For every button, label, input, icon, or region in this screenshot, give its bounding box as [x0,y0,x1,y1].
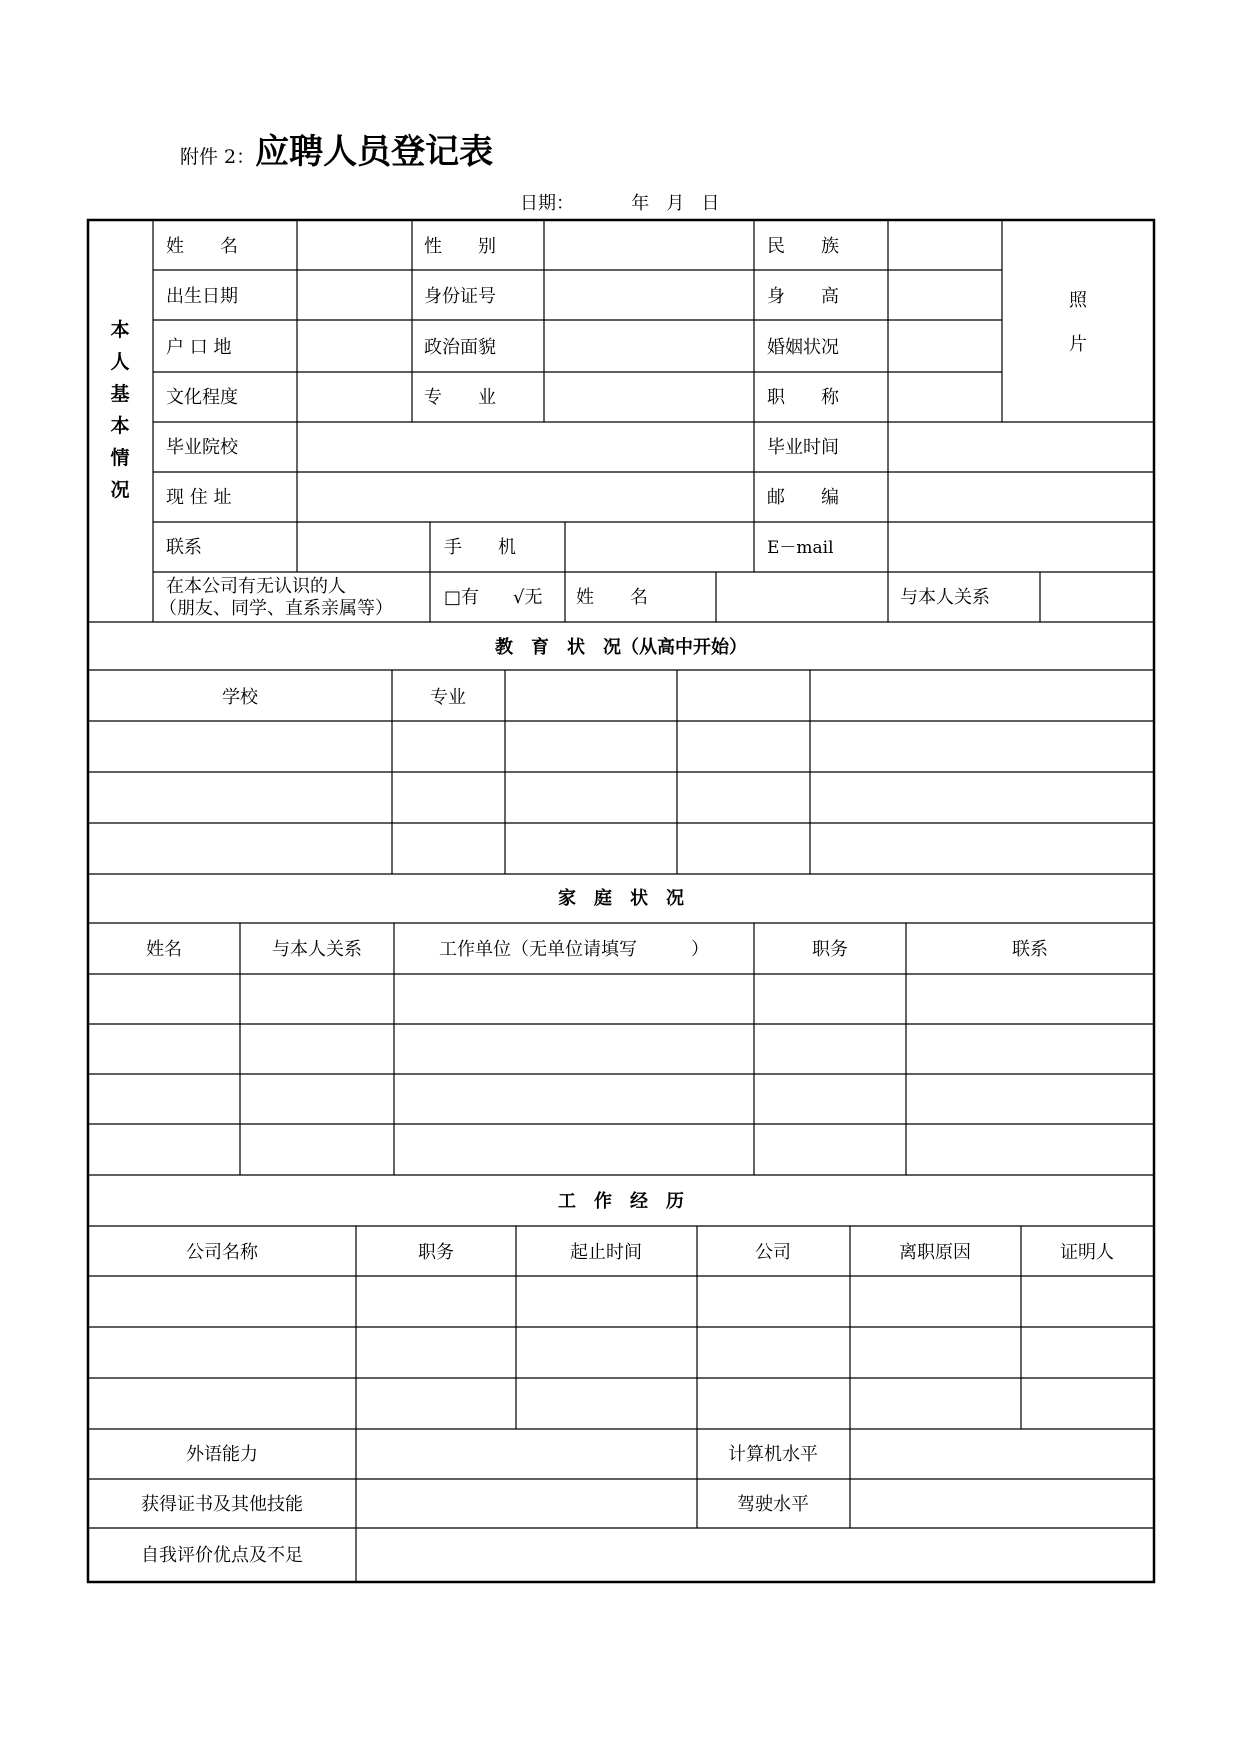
label-acq-relation: 与本人关系 [900,587,990,608]
label-political: 政治面貌 [424,337,496,358]
form-labels [109,236,1114,1566]
label-acquaint-line1: 在本公司有无认识的人 [166,576,346,597]
label-school: 毕业院校 [166,437,238,458]
label-language: 外语能力 [186,1444,258,1465]
form-title: 应聘人员登记表 [255,132,494,172]
edu-header-major: 专业 [430,687,466,708]
label-self-eval: 自我评价优点及不足 [141,1545,303,1566]
label-driving: 驾驶水平 [737,1494,809,1515]
work-header-company-2: 公司 [755,1242,791,1263]
label-contact: 联系 [166,537,202,558]
vlabel-char: 人 [110,351,130,373]
work-header-reference: 证明人 [1060,1242,1114,1263]
label-postcode: 邮 编 [767,487,839,508]
edu-header-school: 学校 [222,687,258,708]
education-section-title: 教 育 状 况（从高中开始） [495,637,747,658]
label-acquaint-line2: （朋友、同学、直系亲属等） [159,598,393,619]
label-education-level: 文化程度 [166,387,238,408]
label-job-title: 职 称 [767,387,839,408]
label-id-number: 身份证号 [424,286,496,307]
vlabel-char: 情 [110,447,130,469]
family-header-position: 职务 [812,939,848,960]
work-header-leave-reason: 离职原因 [899,1242,971,1263]
label-hukou: 户 口 地 [166,337,232,358]
family-section-title: 家 庭 状 况 [558,888,684,909]
work-header-position: 职务 [418,1242,454,1263]
family-header-contact: 联系 [1012,939,1048,960]
work-section-title: 工 作 经 历 [558,1191,684,1212]
label-acq-name: 姓 名 [576,587,648,608]
label-address: 现 住 址 [166,487,232,508]
label-height: 身 高 [767,286,839,307]
checkbox-no[interactable]: √无 [513,587,543,608]
vlabel-char: 况 [110,479,130,501]
label-marital: 婚姻状况 [767,337,839,358]
vlabel-char: 基 [110,383,130,405]
checkbox-yes[interactable]: □有 [444,587,480,608]
work-header-company: 公司名称 [186,1242,258,1263]
label-major: 专 业 [424,387,496,408]
basic-info-vertical-label [109,318,129,501]
label-ethnicity: 民 族 [767,236,839,257]
label-gender: 性 别 [424,236,496,257]
label-grad-time: 毕业时间 [767,437,839,458]
label-birth-date: 出生日期 [166,286,238,307]
label-computer: 计算机水平 [728,1444,818,1465]
attachment-prefix: 附件 2： [180,146,256,168]
vlabel-char: 本 [110,319,130,341]
date-line: 日期： 年 月 日 [520,193,720,214]
family-header-employer: 工作单位（无单位请填写 ） [439,939,709,960]
label-email: E－mail [767,538,834,558]
family-header-name: 姓名 [146,939,182,960]
label-photo-1: 照 [1069,290,1087,311]
label-name: 姓 名 [166,236,238,257]
label-mobile: 手 机 [444,537,516,558]
vlabel-char: 本 [110,415,130,437]
work-header-period: 起止时间 [570,1242,642,1263]
label-photo-2: 片 [1069,334,1087,355]
label-certificates: 获得证书及其他技能 [141,1494,303,1515]
family-header-relation: 与本人关系 [272,939,362,960]
